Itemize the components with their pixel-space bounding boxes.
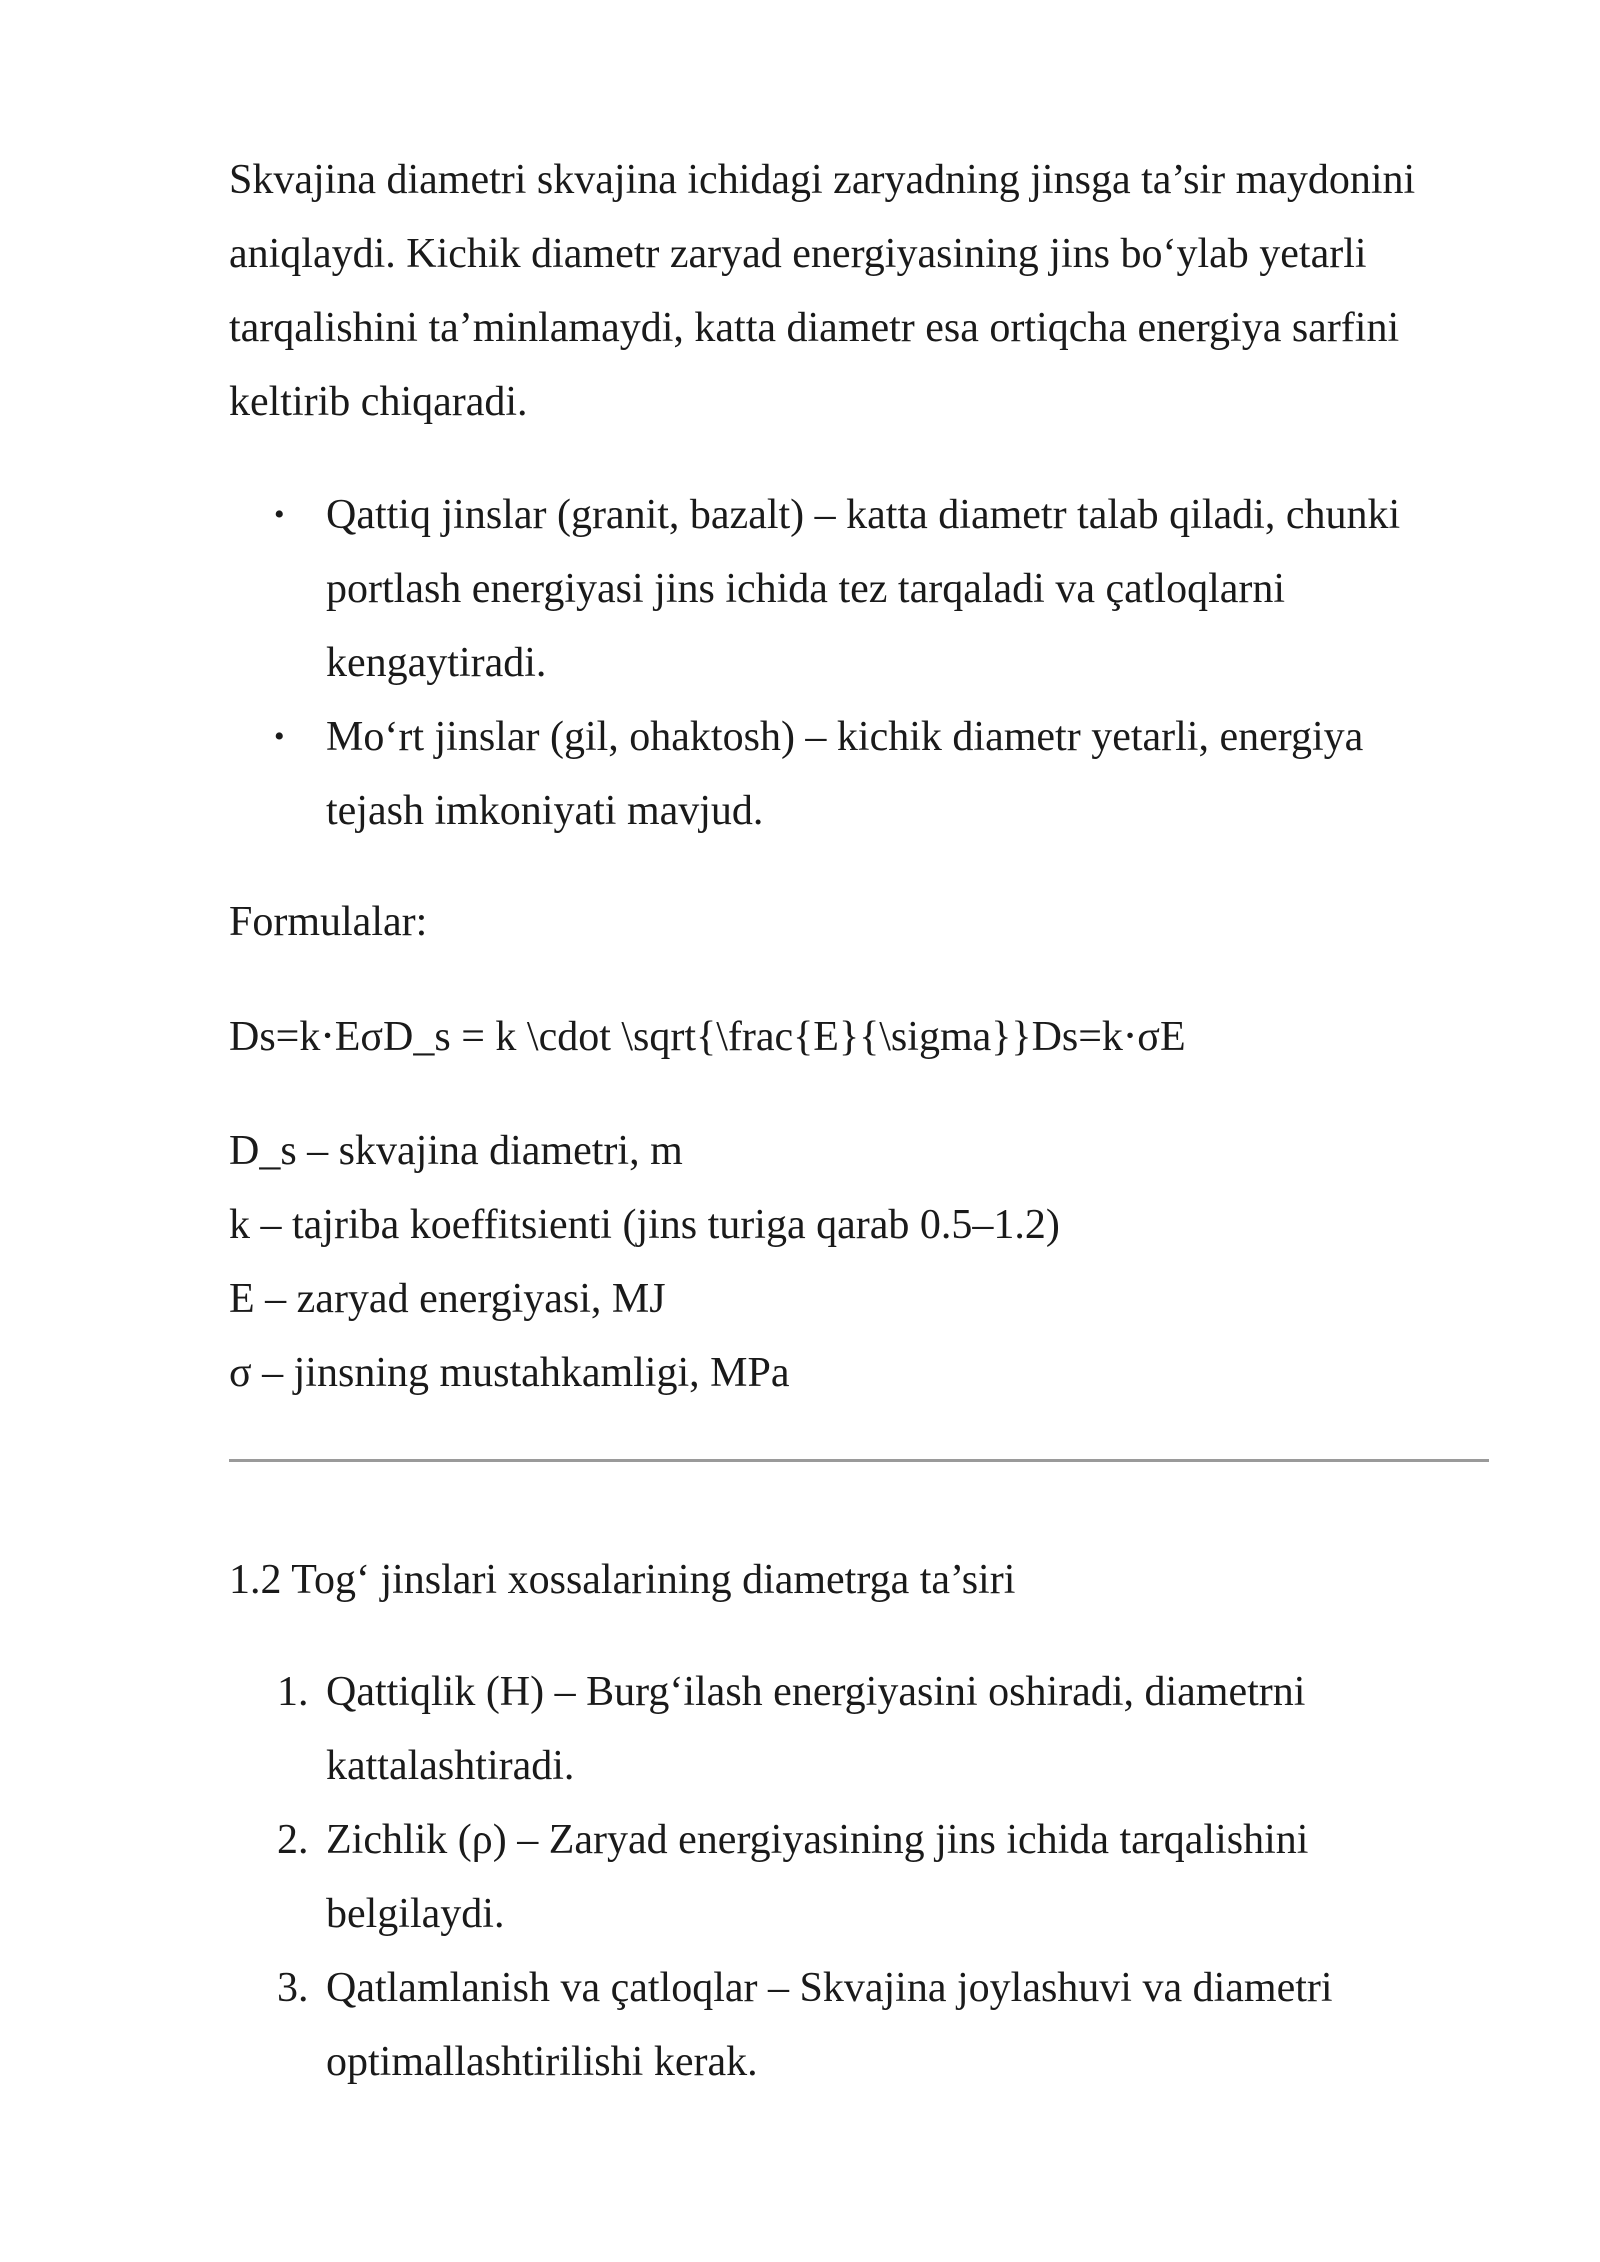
bullet-marker: • <box>274 498 285 531</box>
list-item-text: Qattiq jinslar (granit, bazalt) – katta diametr talab qiladi, chunki portlash energiyasi jins ichida tez tarqaladi va çatloqlarni kengaytiradi. <box>326 492 1401 686</box>
definition-line: E – zaryad energiyasi, MJ <box>229 1276 666 1322</box>
list-item <box>229 1951 1456 2099</box>
bullet-marker: • <box>274 720 285 753</box>
list-item-text: Qattiqlik (H) – Burg‘ilash energiyasini oshiradi, diametrni kattalashtiradi. <box>326 1669 1306 1789</box>
formulas-heading: Formulalar: <box>229 899 428 945</box>
definition-line: σ – jinsning mustahkamligi, MPa <box>229 1350 790 1396</box>
formula-line: Ds=k⋅EσD_s = k \cdot \sqrt{\frac{E}{\sigma}}Ds=k⋅σE <box>229 1014 1186 1060</box>
list-item <box>229 478 1456 700</box>
rock-types-list <box>229 478 1489 848</box>
formula-definitions <box>229 1114 1060 1410</box>
list-number: 1. <box>277 1669 309 1715</box>
definition-line: k – tajriba koeffitsienti (jins turiga qarab 0.5–1.2) <box>229 1202 1060 1248</box>
section-heading: 1.2 Tog‘ jinslari xossalarining diametrga ta’siri <box>229 1557 1016 1603</box>
list-number: 3. <box>277 1965 309 2011</box>
list-item-text: Qatlamlanish va çatloqlar – Skvajina joylashuvi va diametri optimallashtirilishi kerak. <box>326 1965 1333 2085</box>
definition-line: D_s – skvajina diametri, m <box>229 1128 683 1174</box>
list-item-text: Mo‘rt jinslar (gil, ohaktosh) – kichik diametr yetarli, energiya tejash imkoniyati mavjud. <box>326 714 1364 834</box>
list-item <box>229 1803 1456 1951</box>
rock-properties-list <box>229 1655 1489 2099</box>
horizontal-divider <box>229 1459 1489 1462</box>
list-item-text: Zichlik (ρ) – Zaryad energiyasining jins ichida tarqalishini belgilaydi. <box>326 1817 1309 1937</box>
list-item <box>229 700 1456 848</box>
intro-paragraph: Skvajina diametri skvajina ichidagi zaryadning jinsga ta’sir maydonini aniqlaydi. Kichik diametr zaryad energiyasining jins bo‘ylab yetarli tarqalishini ta’minlamaydi, katta diametr esa ortiqcha energiya sarfini keltirib chiqaradi. <box>229 157 1416 425</box>
list-number: 2. <box>277 1817 309 1863</box>
list-item <box>229 1655 1456 1803</box>
